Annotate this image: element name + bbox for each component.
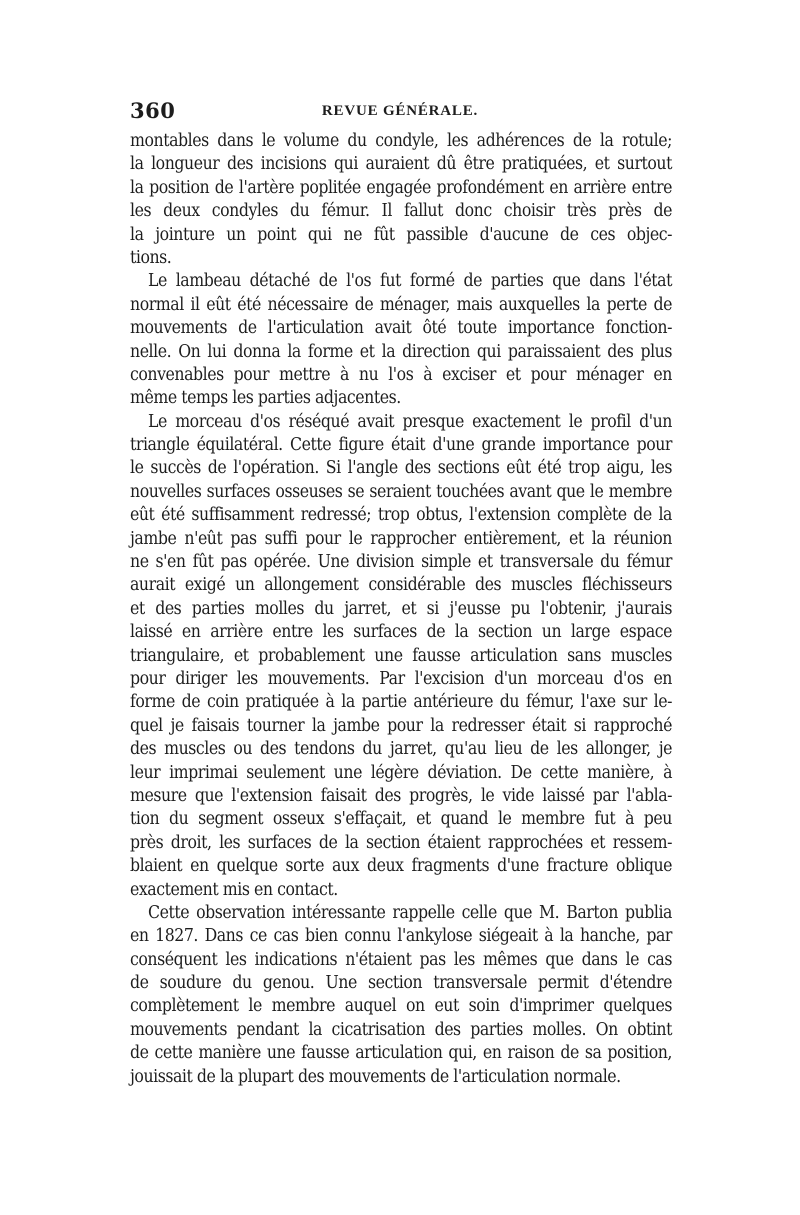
- text-line: la longueur des incisions qui auraient dû être pratiquées, et surtout: [130, 154, 672, 175]
- text-line: normal il eût été nécessaire de ménager, mais auxquelles la perte de: [130, 294, 672, 315]
- text-line: de soudure du genou. Une section transversale permit d'étendre: [130, 973, 672, 994]
- body-text: [130, 130, 672, 1089]
- paragraph: [130, 130, 672, 270]
- text-line: et des parties molles du jarret, et si j'eusse pu l'obtenir, j'aurais: [130, 598, 672, 619]
- text-line: complètement le membre auquel on eut soin d'imprimer quelques: [130, 996, 672, 1017]
- text-line: nouvelles surfaces osseuses se seraient touchées avant que le membre: [130, 481, 672, 502]
- text-line: Le lambeau détaché de l'os fut formé de parties que dans l'état: [148, 271, 672, 292]
- text-line: en 1827. Dans ce cas bien connu l'ankylose siégeait à la hanche, par: [130, 926, 672, 947]
- text-line: convenables pour mettre à nu l'os à exciser et pour ménager en: [130, 364, 672, 385]
- text-line: blaient en quelque sorte aux deux fragments d'une fracture oblique: [130, 856, 672, 877]
- text-line: Le morceau d'os réséqué avait presque exactement le profil d'un: [148, 411, 672, 432]
- text-line: aurait exigé un allongement considérable des muscles fléchisseurs: [130, 575, 672, 596]
- text-line: forme de coin pratiquée à la partie antérieure du fémur, l'axe sur le-: [130, 692, 672, 713]
- text-line: ne s'en fût pas opérée. Une division simple et transversale du fémur: [130, 552, 672, 573]
- text-line: nelle. On lui donna la forme et la direction qui paraissaient des plus: [130, 341, 672, 362]
- text-line: triangle équilatéral. Cette figure était d'une grande importance pour: [130, 435, 672, 456]
- text-line: conséquent les indications n'étaient pas les mêmes que dans le cas: [130, 949, 672, 970]
- text-line: la position de l'artère poplitée engagée profondément en arrière entre: [130, 177, 672, 198]
- text-line: près droit, les surfaces de la section étaient rapprochées et ressem-: [130, 832, 672, 853]
- text-line: tions.: [130, 247, 172, 268]
- page-number: 360: [130, 98, 176, 123]
- text-line: les deux condyles du fémur. Il fallut donc choisir très près de: [130, 201, 672, 222]
- text-line: eût été suffisamment redressé; trop obtus, l'extension complète de la: [130, 505, 672, 526]
- text-line: de cette manière une fausse articulation qui, en raison de sa position,: [130, 1043, 672, 1064]
- text-line: montables dans le volume du condyle, les adhérences de la rotule;: [130, 131, 672, 151]
- paragraph: [130, 411, 672, 902]
- text-line: le succès de l'opération. Si l'angle des sections eût été trop aigu, les: [130, 458, 672, 479]
- text-line: quel je faisais tourner la jambe pour la redresser était si rapproché: [130, 715, 672, 736]
- paragraph: [130, 902, 672, 1089]
- paragraph: [130, 270, 672, 410]
- text-line: jambe n'eût pas suffi pour le rapprocher entièrement, et la réunion: [130, 528, 672, 549]
- text-line: jouissait de la plupart des mouvements de l'articulation normale.: [130, 1066, 621, 1087]
- page-header: [130, 98, 670, 126]
- running-head: REVUE GÉNÉRALE.: [321, 103, 479, 119]
- text-line: mouvements pendant la cicatrisation des parties molles. On obtint: [130, 1019, 672, 1040]
- text-line: mouvements de l'articulation avait ôté toute importance fonction-: [130, 318, 672, 339]
- text-line: exactement mis en contact.: [130, 879, 338, 900]
- text-line: leur imprimai seulement une légère déviation. De cette manière, à: [130, 762, 672, 783]
- text-line: des muscles ou des tendons du jarret, qu'au lieu de les allonger, je: [130, 739, 672, 760]
- text-line: tion du segment osseux s'effaçait, et quand le membre fut à peu: [130, 809, 672, 830]
- text-line: même temps les parties adjacentes.: [130, 388, 401, 409]
- text-line: mesure que l'extension faisait des progrès, le vide laissé par l'abla-: [130, 785, 672, 806]
- text-line: laissé en arrière entre les surfaces de la section un large espace: [130, 622, 672, 643]
- text-line: Cette observation intéressante rappelle celle que M. Barton publia: [148, 902, 672, 923]
- text-line: la jointure un point qui ne fût passible d'aucune de ces objec-: [130, 224, 672, 245]
- text-line: pour diriger les mouvements. Par l'excision d'un morceau d'os en: [130, 668, 672, 689]
- text-line: triangulaire, et probablement une fausse articulation sans muscles: [130, 645, 672, 666]
